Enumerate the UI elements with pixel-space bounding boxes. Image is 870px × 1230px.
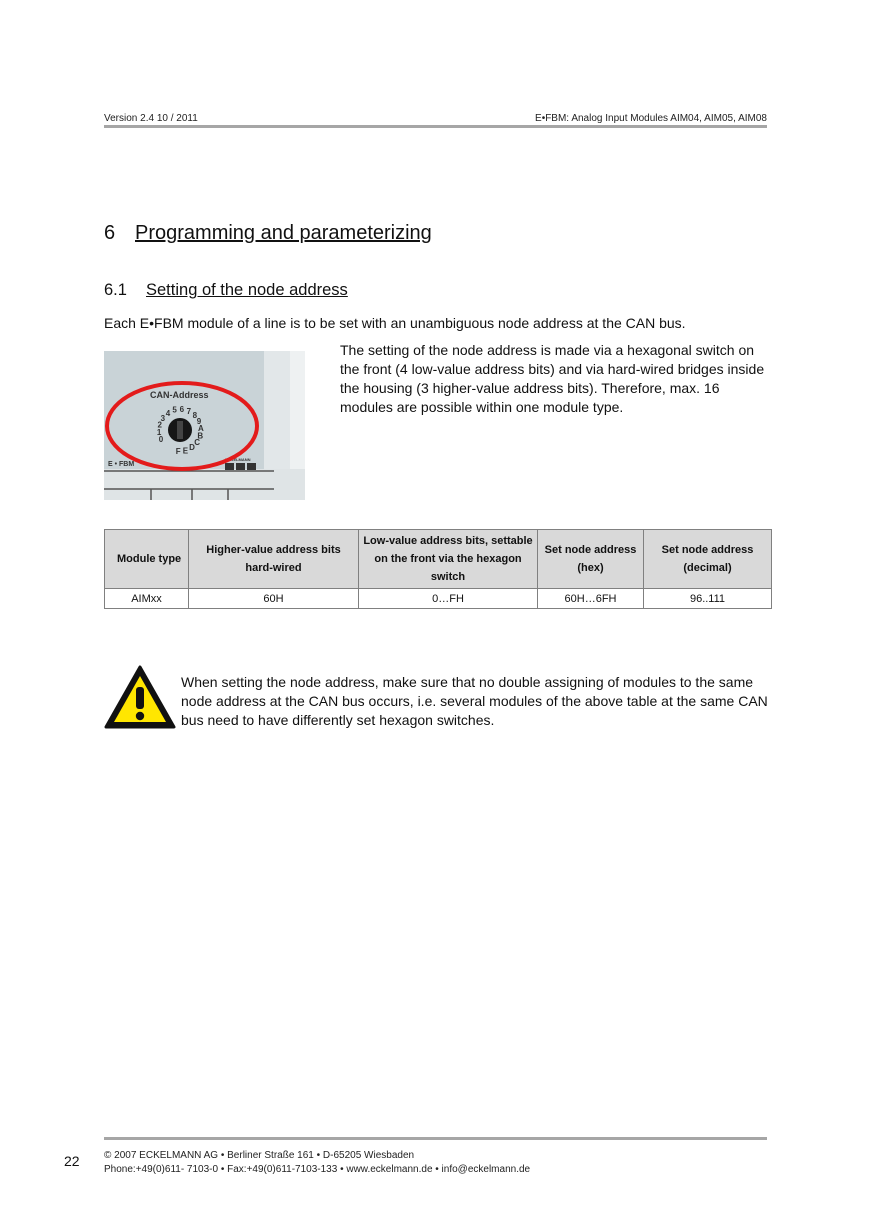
brand-logo-icon	[225, 463, 234, 470]
dial-char: F	[175, 446, 181, 456]
warning-icon	[104, 665, 176, 729]
dial-char: 2	[157, 420, 162, 430]
header-rule	[104, 125, 767, 128]
dial-char: 8	[192, 411, 198, 421]
intro-paragraph: Each E•FBM module of a line is to be set with an unambiguous node address at the CAN bus.	[104, 315, 686, 331]
brand-label: ECKELMANN	[225, 457, 251, 462]
section-number: 6.1	[104, 281, 127, 299]
footer-contact: Phone:+49(0)611- 7103-0 • Fax:+49(0)611-7103-133 • www.eckelmann.de • info@eckelmann.de	[104, 1164, 531, 1175]
table-header-row	[105, 530, 772, 589]
dial-char: D	[189, 443, 195, 453]
footer-address: © 2007 ECKELMANN AG • Berliner Straße 161 • D-65205 Wiesbaden	[104, 1150, 415, 1161]
table-header-cell: Set node address (decimal)	[644, 530, 772, 589]
dial-char: B	[197, 431, 204, 441]
dial-char: A	[198, 424, 204, 434]
table-cell: AIMxx	[105, 589, 189, 609]
can-address-figure	[104, 351, 305, 500]
dial-char: 6	[179, 405, 185, 415]
table-cell: 96..111	[644, 589, 772, 609]
dial-char: C	[194, 438, 201, 447]
table-cell: 60H	[189, 589, 359, 609]
can-address-label: CAN-Address	[150, 390, 209, 400]
description-paragraph: The setting of the node address is made via a hexagonal switch on the front (4 low-value address bits) and via hard-wired bridges inside the housing (3 higher-value address bits). Therefore, max. 16 modules are possible within one module type.	[340, 342, 765, 415]
page-number: 22	[64, 1153, 80, 1169]
table-header-cell: Module type	[105, 530, 189, 589]
chapter-heading	[104, 222, 432, 245]
dial-char: 9	[196, 417, 202, 427]
header-doc-title: E•FBM: Analog Input Modules AIM04, AIM05, AIM08	[535, 113, 767, 124]
header-version: Version 2.4 10 / 2011	[104, 113, 198, 124]
dial-char: 5	[172, 405, 177, 415]
chapter-title: Programming and parameterizing	[135, 222, 432, 244]
table-cell: 60H…6FH	[538, 589, 644, 609]
section-title: Setting of the node address	[146, 281, 348, 299]
table-header-cell: Set node address (hex)	[538, 530, 644, 589]
dial-char: E	[182, 446, 189, 456]
dial-char: 4	[165, 408, 171, 418]
table-row	[105, 589, 772, 609]
warning-text: When setting the node address, make sure that no double assigning of modules to the same node address at the CAN bus occurs, i.e. several modules of the above table at the same CAN bus need to have differently set hexagon switches.	[181, 674, 768, 728]
table-cell: 0…FH	[359, 589, 538, 609]
dial-char: 7	[186, 407, 192, 416]
module-label: E • FBM	[108, 461, 135, 468]
table-header-cell: Higher-value address bits hard-wired	[189, 530, 359, 589]
dial-char: 3	[160, 414, 166, 423]
chapter-number: 6	[104, 222, 116, 244]
table-header-cell: Low-value address bits, settable on the front via the hexagon switch	[359, 530, 538, 589]
dial-char: 0	[158, 434, 164, 444]
address-table	[104, 529, 772, 609]
footer-rule	[104, 1137, 767, 1140]
section-heading	[104, 281, 348, 300]
dial-char: 1	[156, 427, 162, 437]
